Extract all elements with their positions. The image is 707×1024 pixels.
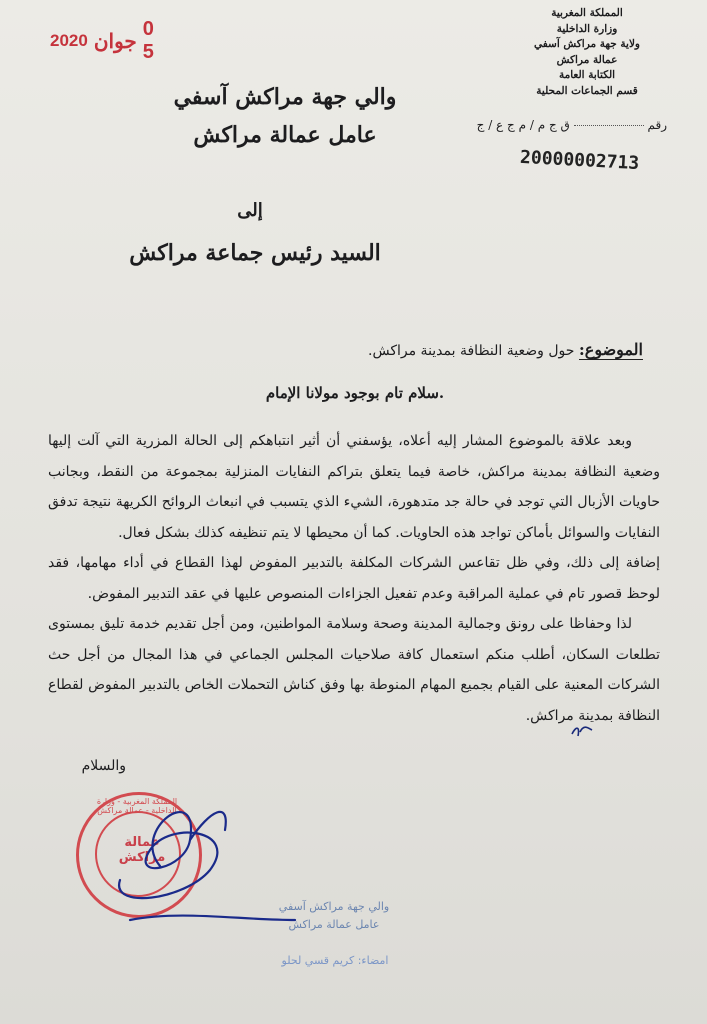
reference-number: 20000002713	[519, 146, 640, 175]
date-stamp	[50, 18, 165, 63]
sender-line-2: عامل عمالة مراكش	[193, 122, 377, 148]
to-word: إلى	[237, 200, 263, 221]
reference-dots	[574, 125, 644, 126]
reference-line	[447, 118, 667, 132]
date-stamp-day: 0 5	[142, 18, 156, 63]
seal-ring-text: المملكة المغربية - وزارة الداخلية - عمالة مراكش	[96, 797, 178, 815]
sender-line-1: والي جهة مراكش آسفي	[173, 84, 397, 110]
signed-by: امضاء: كريم قسي لحلو	[281, 954, 389, 967]
reference-code: ق ج م / م ج ع / ج	[476, 118, 570, 132]
letterhead-line: المملكة المغربية	[551, 7, 623, 19]
letterhead-line: الكتابة العامة	[558, 69, 616, 81]
sender-block	[150, 78, 420, 154]
greeting: سلام تام بوجود مولانا الإمام.	[265, 384, 445, 402]
letter-body	[48, 426, 660, 731]
paragraph: لذا وحفاظا على رونق وجمالية المدينة وصحة وسلامة المواطنين، ومن أجل تقديم خدمة تليق بمستوى تطلعات السكان، أطلب منكم استعمال كافة صلاحيات المجلس الجماعي في هذا المجال من أجل حث الشركات المعنية على القيام بجميع المهام المنوطة بها وفق كناش التحملات الخاص بالتدبير المفوض لقطاع النظافة بمدينة مراكش.	[48, 616, 660, 724]
subject-line	[223, 340, 643, 359]
letterhead-line: وزارة الداخلية	[556, 22, 618, 35]
letterhead-line: عمالة مراكش	[556, 53, 618, 66]
initials-mark	[570, 722, 594, 740]
signature-title	[248, 898, 420, 934]
letterhead	[507, 6, 667, 99]
subject-text: حول وضعية النظافة بمدينة مراكش.	[368, 343, 575, 359]
paragraph: وبعد علاقة بالموضوع المشار إليه أعلاه، يؤسفني أن أثير انتباهكم إلى الحالة المزرية التي آلت إليها وضعية النظافة بمدينة مراكش، خاصة فيما يتعلق بتراكم النفايات المنزلية بمجموعة من النقط، وبجانب حاويات الأزبال التي توجد في حالة جد متدهورة، الشيء الذي يتسبب في انبعاث الروائح الكريهة نتيجة تدفق النفايات والسوائل بأماكن تواجد هذه الحاويات. كما أن محيطها لا يتم تنظيفه كذلك بشكل فعال.	[48, 433, 660, 541]
seal-center-text: عمالة مراكش	[118, 835, 166, 865]
signature-title-line-1: والي جهة مراكش آسفي	[278, 900, 390, 913]
recipient: السيد رئيس جماعة مراكش	[129, 240, 381, 266]
signature-title-line-2: عامل عمالة مراكش	[288, 918, 380, 931]
paragraph: إضافة إلى ذلك، وفي ظل تقاعس الشركات المكلفة بالتدبير المفوض لهذا القطاع في أداء مهامها، فقد لوحظ قصور تام في عملية المراقبة وعدم تفعيل الجزاءات المنصوص عليها في عقد التدبير المفوض.	[48, 555, 660, 602]
subject-label: الموضوع:	[578, 340, 643, 359]
closing: والسلام	[81, 758, 126, 774]
reference-label: رقم	[647, 118, 667, 132]
date-stamp-year: 2020	[50, 31, 88, 50]
date-stamp-month: جوان	[93, 30, 137, 53]
letterhead-line: ولاية جهة مراكش آسفي	[533, 38, 641, 50]
letterhead-line: قسم الجماعات المحلية	[536, 84, 638, 97]
